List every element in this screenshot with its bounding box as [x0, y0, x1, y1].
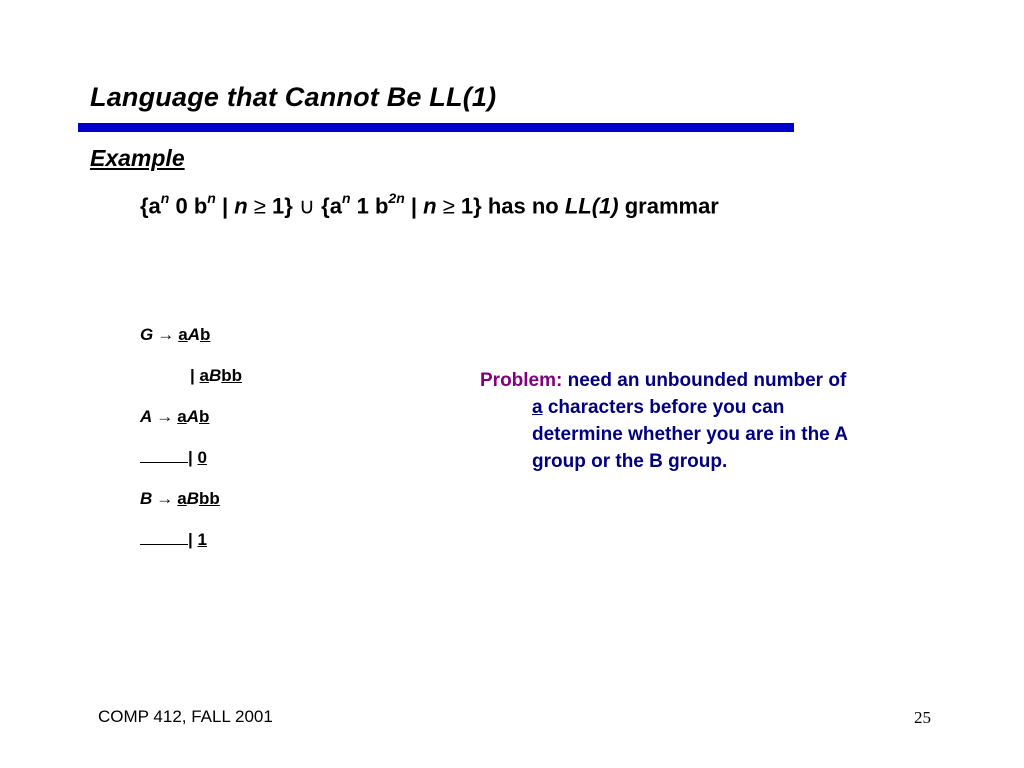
problem-note	[480, 367, 940, 475]
ll1-term: LL(1)	[564, 193, 619, 219]
lang-part: 1}	[271, 193, 299, 219]
problem-indented-block	[480, 394, 940, 475]
terminal: a	[177, 489, 187, 508]
lang-variable: n	[234, 193, 248, 219]
blank-underline	[140, 448, 188, 463]
grammar-rule-A	[140, 407, 209, 427]
lang-part: 0 b	[169, 193, 208, 219]
arrow-icon: →	[157, 325, 175, 344]
lang-exponent: n	[207, 190, 216, 206]
alternation-bar: |	[188, 530, 198, 549]
alternation-bar: |	[190, 366, 200, 385]
geq-symbol: ≥	[247, 193, 272, 219]
arrow-icon: →	[156, 407, 174, 426]
lang-exponent: n	[341, 190, 351, 206]
terminal: bb	[199, 489, 220, 508]
language-definition	[140, 192, 719, 219]
terminal: 0	[197, 448, 207, 467]
lang-exponent: n	[160, 190, 170, 206]
nonterminal: A	[187, 325, 200, 344]
nonterminal: B	[186, 489, 200, 508]
nonterminal: G	[140, 325, 154, 344]
grammar-rule-G	[140, 325, 210, 345]
union-symbol: ∪	[298, 193, 316, 219]
lang-part: {a	[140, 193, 161, 219]
lang-exponent: 2n	[388, 190, 405, 206]
blank-underline	[140, 530, 188, 545]
grammar-rule-B	[140, 489, 220, 509]
footer-course: COMP 412, FALL 2001	[98, 707, 273, 726]
grammar-rule-G-alt	[190, 366, 242, 386]
terminal: b	[199, 325, 211, 344]
lang-part: 1 b	[350, 193, 389, 219]
slide-subtitle: Example	[90, 145, 185, 171]
terminal: bb	[221, 366, 243, 385]
problem-text: group or the B group.	[532, 451, 728, 472]
terminal: a	[199, 366, 209, 385]
alternation-bar: |	[188, 448, 198, 467]
slide-title: Language that Cannot Be LL(1)	[90, 82, 497, 112]
lang-part: {a	[315, 193, 342, 219]
lang-variable: n	[423, 193, 437, 219]
title-underline-rule	[78, 123, 794, 132]
lang-part: |	[215, 193, 235, 219]
problem-text: determine whether you are in the A	[532, 424, 849, 445]
page-number: 25	[914, 708, 931, 727]
arrow-icon: →	[156, 489, 174, 508]
terminal: 1	[197, 530, 207, 549]
problem-text: need an unbounded number of	[562, 370, 847, 391]
geq-symbol: ≥	[436, 193, 461, 219]
grammar-rule-B-alt	[140, 530, 207, 550]
nonterminal: B	[140, 489, 153, 508]
problem-label: Problem:	[480, 370, 563, 391]
terminal: b	[199, 407, 210, 426]
lang-part: grammar	[618, 193, 719, 219]
problem-text: characters before you can	[542, 397, 785, 418]
problem-text: a	[532, 397, 543, 418]
nonterminal: A	[140, 407, 153, 426]
lang-part: 1} has no	[460, 193, 565, 219]
terminal: a	[178, 325, 188, 344]
grammar-rule-A-alt	[140, 448, 207, 468]
terminal: a	[177, 407, 187, 426]
nonterminal: B	[208, 366, 222, 385]
lang-part: |	[404, 193, 424, 219]
nonterminal: A	[186, 407, 200, 426]
